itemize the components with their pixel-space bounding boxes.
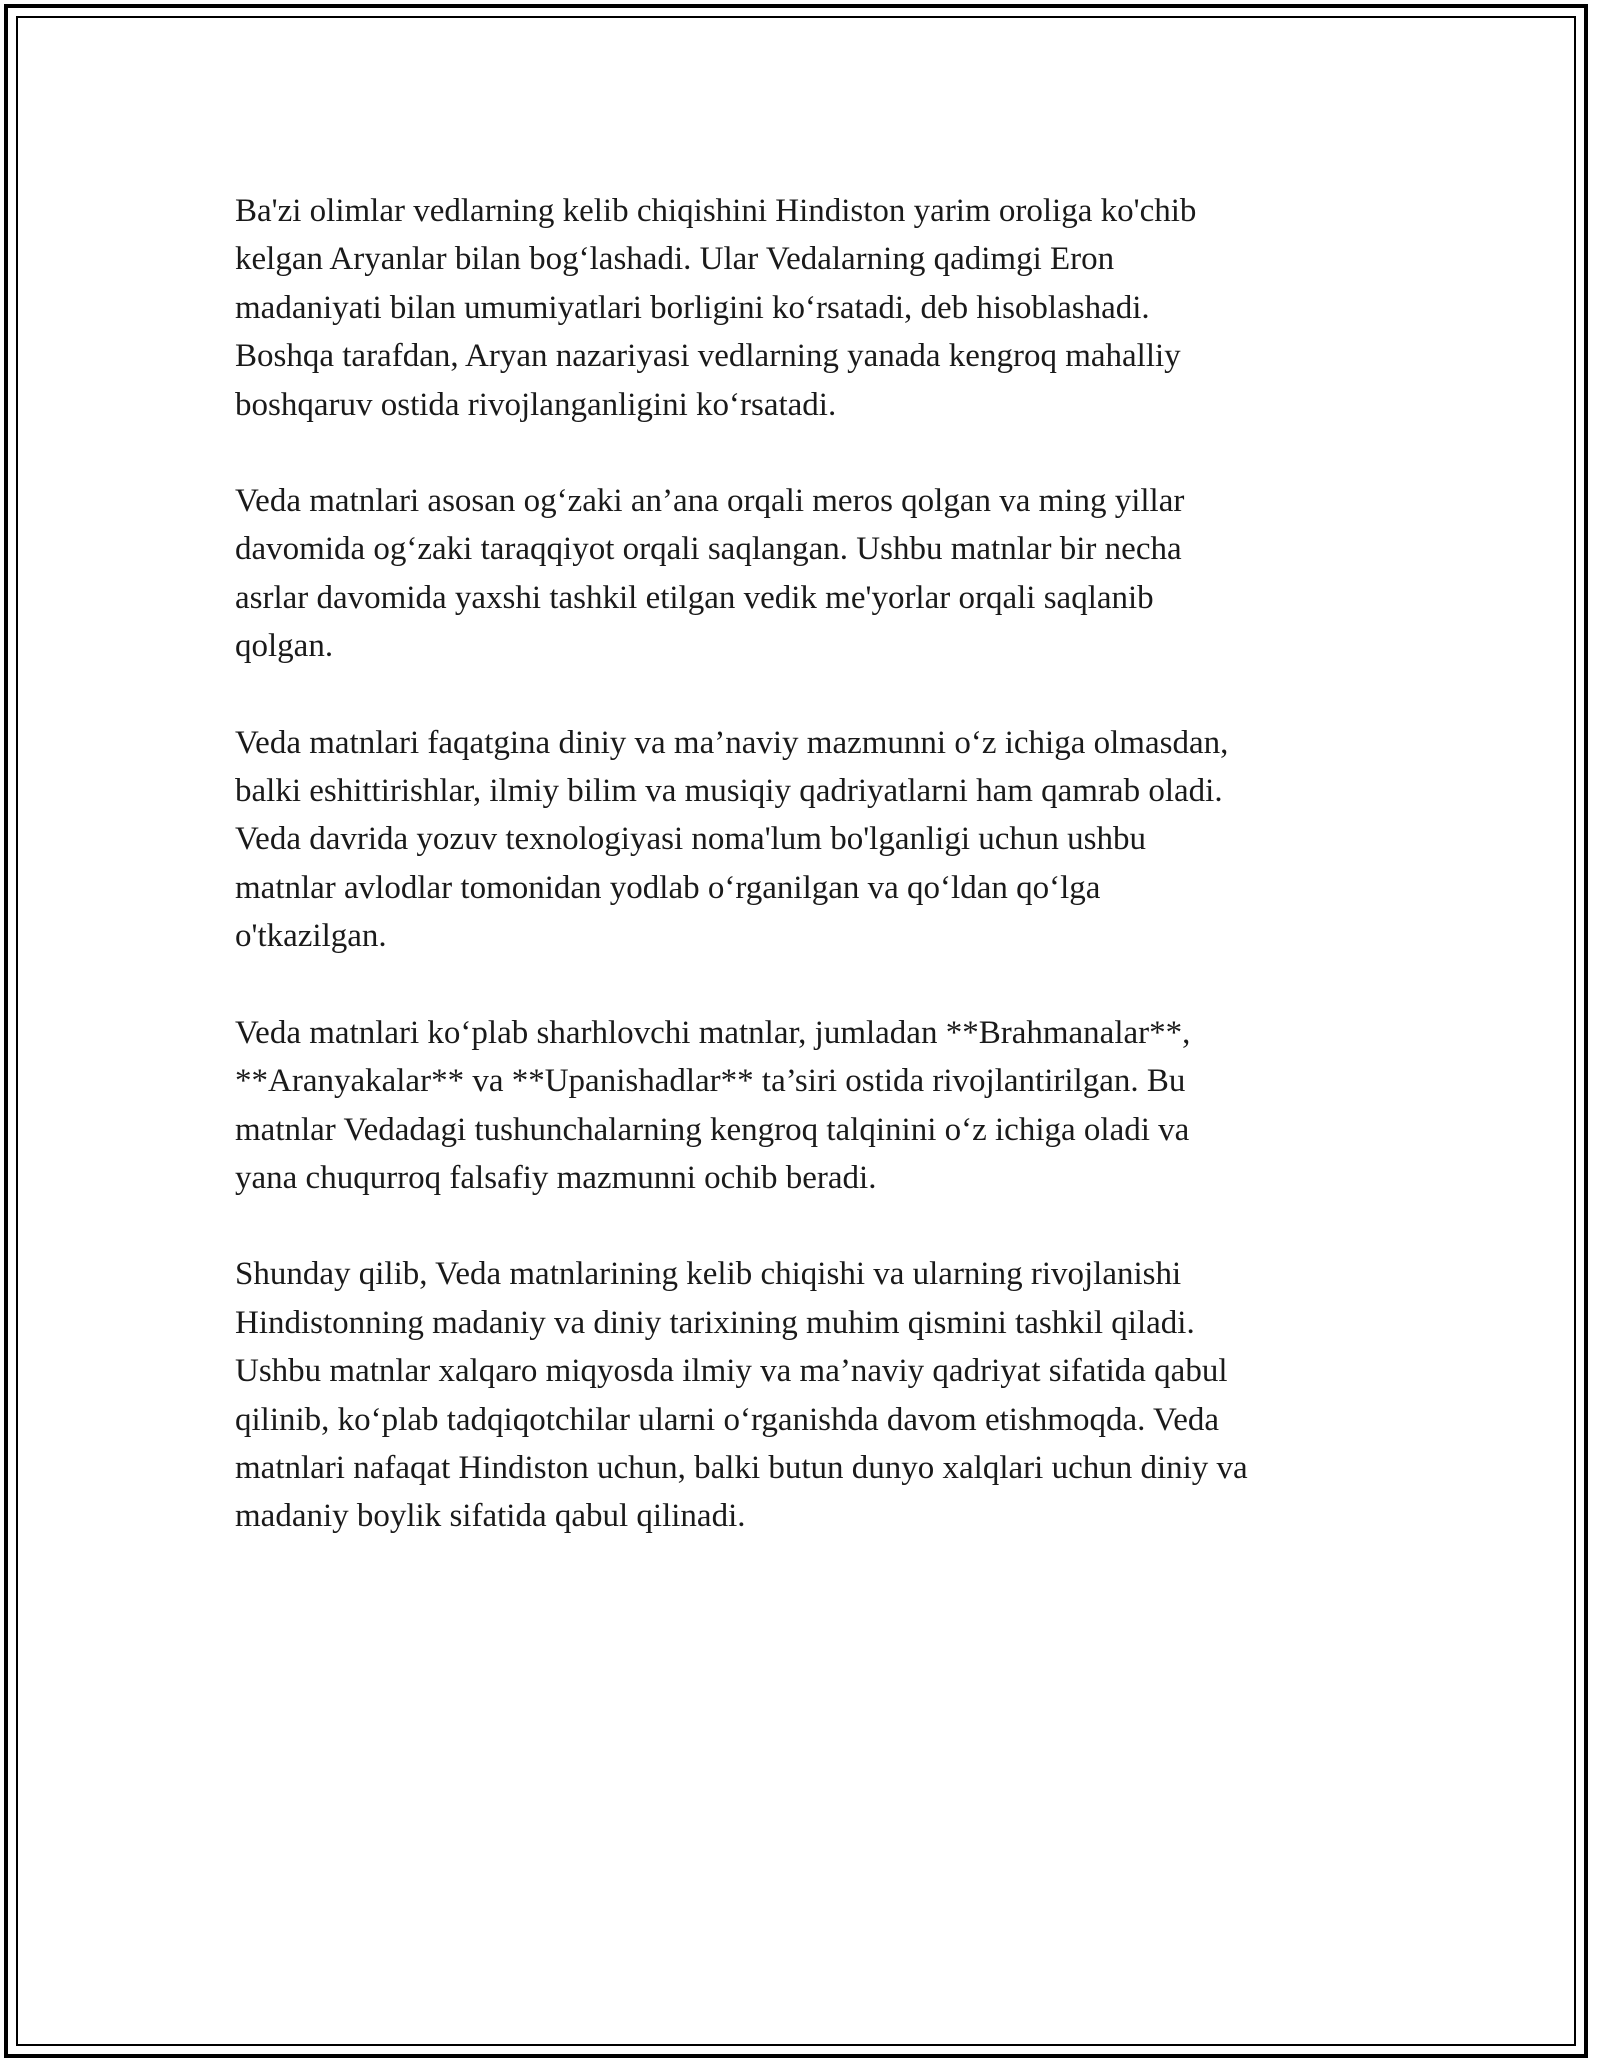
text-line: balki eshittirishlar, ilmiy bilim va musiqiy qadriyatlarni ham qamrab oladi.	[235, 773, 1223, 810]
paragraph-oral-tradition	[235, 477, 1365, 671]
text-line: qilinib, ko‘plab tadqiqotchilar ularni o‘rganishda davom etishmoqda. Veda	[235, 1401, 1219, 1438]
text-line: Shunday qilib, Veda matnlarining kelib chiqishi va ularning rivojlanishi	[235, 1256, 1182, 1293]
text-line: qolgan.	[235, 628, 334, 665]
text-line: madaniyati bilan umumiyatlari borligini ko‘rsatadi, deb hisoblashadi.	[235, 289, 1150, 326]
text-line: Boshqa tarafdan, Aryan nazariyasi vedlarning yanada kengroq mahalliy	[235, 338, 1181, 375]
paragraph-conclusion	[235, 1250, 1365, 1540]
text-line: matnlari nafaqat Hindiston uchun, balki butun dunyo xalqlari uchun diniy va	[235, 1449, 1248, 1486]
text-line: Ba'zi olimlar vedlarning kelib chiqishini Hindiston yarim oroliga ko'chib	[235, 193, 1197, 229]
paragraph-commentary-texts	[235, 1009, 1365, 1203]
paragraph-aryan-origins	[235, 187, 1365, 429]
text-line: boshqaruv ostida rivojlanganligini ko‘rsatadi.	[235, 386, 837, 423]
text-line: Hindistonning madaniy va diniy tarixining muhim qismini tashkil qiladi.	[235, 1304, 1195, 1341]
text-line: Veda matnlari asosan og‘zaki an’ana orqali meros qolgan va ming yillar	[235, 483, 1185, 520]
text-line: Veda davrida yozuv texnologiyasi noma'lum bo'lganligi uchun ushbu	[235, 821, 1146, 858]
text-line: **Aranyakalar** va **Upanishadlar** ta’siri ostida rivojlantirilgan. Bu	[235, 1063, 1186, 1100]
paragraph-content-scope	[235, 719, 1365, 961]
text-line: madaniy boylik sifatida qabul qilinadi.	[235, 1498, 746, 1535]
document-body	[235, 187, 1365, 1589]
text-line: matnlar avlodlar tomonidan yodlab o‘rganilgan va qo‘ldan qo‘lga	[235, 869, 1101, 906]
text-line: davomida og‘zaki taraqqiyot orqali saqlangan. Ushbu matnlar bir necha	[235, 531, 1182, 568]
text-line: o'tkazilgan.	[235, 918, 387, 955]
text-line: Ushbu matnlar xalqaro miqyosda ilmiy va ma’naviy qadriyat sifatida qabul	[235, 1353, 1228, 1390]
text-line: Veda matnlari faqatgina diniy va ma’naviy mazmunni o‘z ichiga olmasdan,	[235, 724, 1229, 761]
text-line: kelgan Aryanlar bilan bog‘lashadi. Ular Vedalarning qadimgi Eron	[235, 241, 1115, 278]
text-line: yana chuqurroq falsafiy mazmunni ochib beradi.	[235, 1159, 877, 1196]
text-line: Veda matnlari ko‘plab sharhlovchi matnlar, jumladan **Brahmanalar**,	[235, 1014, 1191, 1051]
text-line: asrlar davomida yaxshi tashkil etilgan vedik me'yorlar orqali saqlanib	[235, 579, 1154, 616]
text-line: matnlar Vedadagi tushunchalarning kengroq talqinini o‘z ichiga oladi va	[235, 1111, 1190, 1148]
